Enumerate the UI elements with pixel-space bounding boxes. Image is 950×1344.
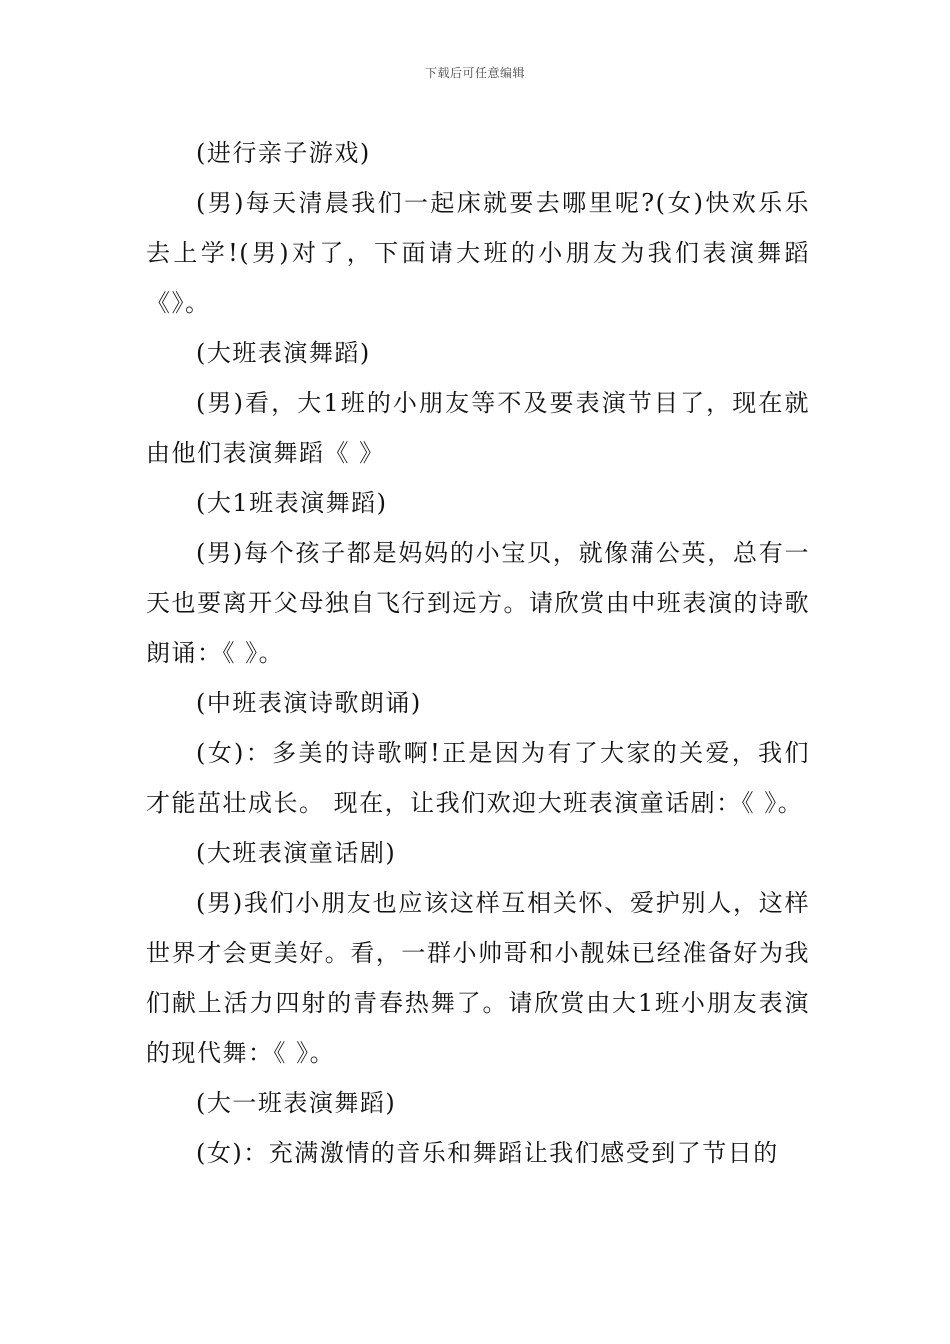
paragraph-class-1-intro: (男)看，大1班的小朋友等不及要表演节目了，现在就由他们表演舞蹈《 》 <box>146 389 810 467</box>
paragraph-dandelion-intro: (男)每个孩子都是妈妈的小宝贝，就像蒲公英，总有一天也要离开父母独自飞行到远方。请欣赏由中班表演的诗歌朗诵：《 》。 <box>146 539 810 667</box>
paragraph-class-one-dance: (大一班表演舞蹈) <box>196 1089 397 1117</box>
paragraph-modern-dance-intro: (男)我们小朋友也应该这样互相关怀、爱护别人，这样世界才会更美好。看，一群小帅哥和小靓妹已经准备好为我们献上活力四射的青春热舞了。请欣赏由大1班小朋友表演的现代舞：《 》。 <box>146 889 810 1067</box>
paragraph-fairy-tale-intro: (女)：多美的诗歌啊!正是因为有了大家的关爱，我们才能茁壮成长。 现在，让我们欢迎大班表演童话剧：《 》。 <box>146 739 810 817</box>
paragraph-parent-child-game: (进行亲子游戏) <box>196 139 371 167</box>
paragraph-closing: (女)：充满激情的音乐和舞蹈让我们感受到了节日的 <box>196 1139 779 1167</box>
paragraph-senior-class-dance: (大班表演舞蹈) <box>196 339 371 367</box>
paragraph-fairy-tale-play: (大班表演童话剧) <box>196 839 397 867</box>
document-body <box>146 128 810 1178</box>
paragraph-go-to-school: (男)每天清晨我们一起床就要去哪里呢?(女)快欢乐乐去上学!(男)对了，下面请大班的小朋友为我们表演舞蹈《》。 <box>146 189 810 317</box>
page-header: 下载后可任意编辑 <box>424 66 525 80</box>
paragraph-class-1-dance: (大1班表演舞蹈) <box>196 489 388 517</box>
paragraph-middle-class-recitation: (中班表演诗歌朗诵) <box>196 689 422 717</box>
